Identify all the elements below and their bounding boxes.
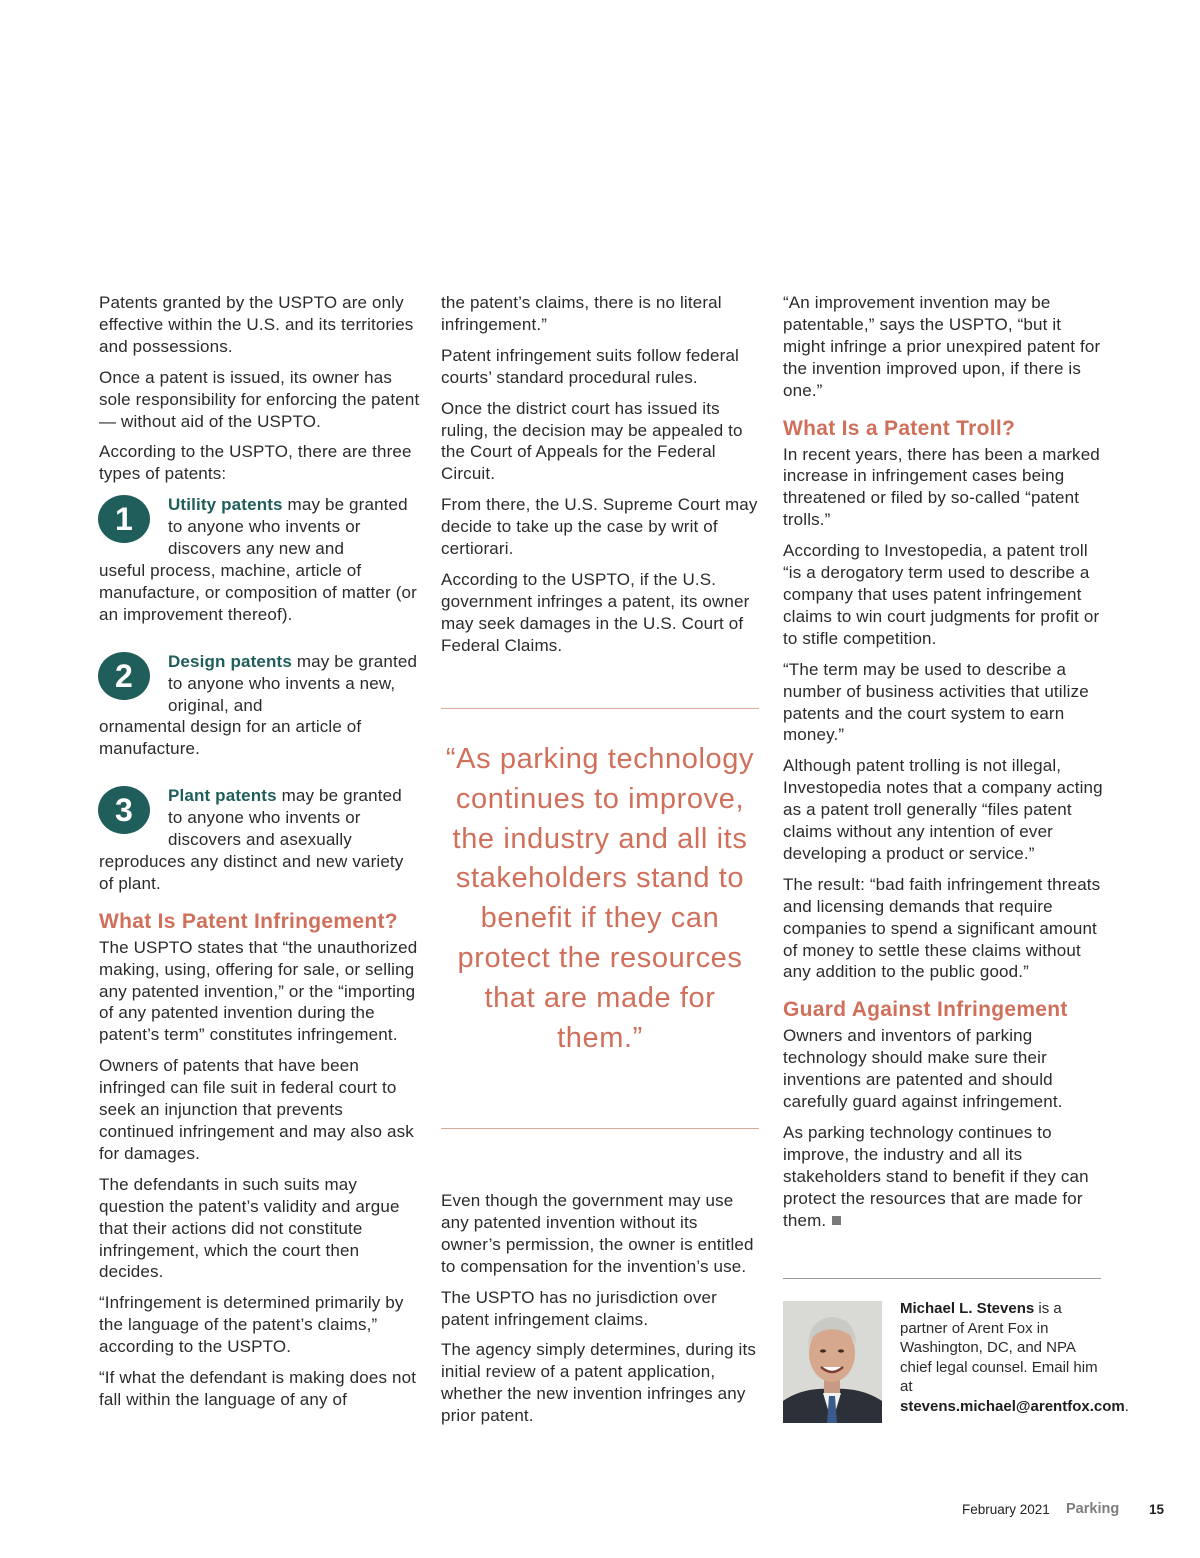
patent-type-plant xyxy=(99,785,421,895)
paragraph: Patent infringement suits follow federal courts’ standard procedural rules. xyxy=(441,345,739,387)
end-mark-icon xyxy=(832,1216,841,1225)
column-left xyxy=(99,292,421,1420)
author-bio xyxy=(900,1299,1129,1417)
author-email[interactable]: stevens.michael@arentfox.com xyxy=(900,1397,1125,1415)
patent-type-tail: useful process, machine, article of manufacture, or composition of matter (or an improvement thereof). xyxy=(99,560,417,624)
paragraph: Although patent trolling is not illegal, Investopedia notes that a company acting as a patent troll generally “files patent claims without any intention of ever developing a product or service.” xyxy=(783,756,1103,863)
number-badge: 3 xyxy=(98,786,150,834)
magazine-name: Parking xyxy=(1066,1501,1120,1517)
author-bio-text: is a partner of Arent Fox in Washington, DC, and NPA chief legal counsel. Email him at xyxy=(900,1300,1098,1396)
number-badge: 2 xyxy=(98,652,150,700)
paragraph: The USPTO states that “the unauthorized making, using, offering for sale, or selling any patented invention,” or the “importing of any patented invention during the patent’s term” constitutes infringement. xyxy=(99,937,418,1045)
paragraph-final xyxy=(783,1122,1105,1232)
patent-type-term: Utility patents xyxy=(168,495,283,515)
pullquote-rule-bottom xyxy=(441,1128,759,1129)
paragraph: Once the district court has issued its ruling, the decision may be appealed to the Court of Appeals for the Federal Circuit. xyxy=(441,398,743,484)
section-heading: What Is a Patent Troll? xyxy=(783,416,1016,440)
paragraph: From there, the U.S. Supreme Court may decide to take up the case by writ of certiorari. xyxy=(441,495,758,559)
column-middle-continued xyxy=(441,1190,759,1436)
author-bio-end: . xyxy=(1124,1397,1129,1415)
paragraph: the patent’s claims, there is no literal infringement.” xyxy=(441,293,722,334)
paragraph: The USPTO has no jurisdiction over patent infringement claims. xyxy=(441,1287,717,1329)
paragraph: Patents granted by the USPTO are only effective within the U.S. and its territories and possessions. xyxy=(99,293,414,356)
paragraph: According to Investopedia, a patent troll “is a derogatory term used to describe a company that uses patent infringement claims to win court judgments for profit or to stifle competition. xyxy=(783,541,1100,648)
author-rule xyxy=(783,1278,1101,1279)
patent-type-lead: may be granted to anyone who invents a new, original, and xyxy=(168,651,418,715)
paragraph: “The term may be used to describe a number of business activities that utilize patents and the court system to earn money.” xyxy=(783,659,1089,745)
paragraph: According to the USPTO, there are three types of patents: xyxy=(99,442,412,484)
issue-date: February 2021 xyxy=(962,1502,1050,1517)
paragraph: Owners and inventors of parking technology should make sure their inventions are patented and should carefully guard against infringement. xyxy=(783,1026,1063,1112)
patent-type-lead: may be granted to anyone who invents or discovers any new and xyxy=(168,495,408,559)
author-name: Michael L. Stevens xyxy=(900,1300,1035,1317)
paragraph: The result: “bad faith infringement threats and licensing demands that require companies to spend a significant amount of money to settle these claims without any addition to the public good.” xyxy=(783,874,1101,982)
patent-type-lead: may be granted to anyone who invents or discovers and asexually xyxy=(168,786,402,850)
paragraph: Once a patent is issued, its owner has sole responsibility for enforcing the patent — without aid of the USPTO. xyxy=(99,367,420,431)
paragraph: Owners of patents that have been infringed can file suit in federal court to seek an injunction that prevents continued infringement and may also ask for damages. xyxy=(99,1056,414,1163)
patent-type-utility xyxy=(99,494,421,625)
section-heading: Guard Against Infringement xyxy=(783,998,1068,1022)
patent-type-term: Plant patents xyxy=(168,786,277,806)
author-photo xyxy=(783,1301,882,1423)
pull-quote: “As parking technology continues to improve, the industry and all its stakeholders stand to benefit if they can protect the resources that are made for them.” xyxy=(445,743,755,1054)
patent-type-tail: reproduces any distinct and new variety of plant. xyxy=(99,851,404,893)
paragraph: “An improvement invention may be patentable,” says the USPTO, “but it might infringe a prior unexpired patent for the invention improved upon, if there is one.” xyxy=(783,293,1101,400)
paragraph: The defendants in such suits may question the patent’s validity and argue that their actions did not constitute infringement, which the court then decides. xyxy=(99,1174,400,1282)
paragraph: The agency simply determines, during its initial review of a patent application, whether the new invention infringes any prior patent. xyxy=(441,1340,756,1426)
paragraph: Even though the government may use any patented invention without its owner’s permission, the owner is entitled to compensation for the invention’s use. xyxy=(441,1191,754,1276)
pullquote-rule-top xyxy=(441,708,759,709)
patent-type-term: Design patents xyxy=(168,651,292,671)
page-number: 15 xyxy=(1149,1502,1165,1517)
patent-type-tail: ornamental design for an article of manufacture. xyxy=(99,717,362,759)
paragraph: In recent years, there has been a marked increase in infringement cases being threatened or filed by so-called “patent trolls.” xyxy=(783,444,1100,530)
paragraph: “If what the defendant is making does not fall within the language of any of xyxy=(99,1368,417,1409)
column-middle xyxy=(441,292,759,666)
paragraph-text: As parking technology continues to improve, the industry and all its stakeholders stand to benefit if they can protect the resources that are made for them. xyxy=(783,1123,1089,1230)
section-heading: What Is Patent Infringement? xyxy=(99,909,398,933)
patent-type-design xyxy=(99,651,421,761)
number-badge: 1 xyxy=(98,495,150,543)
paragraph: According to the USPTO, if the U.S. government infringes a patent, its owner may seek damages in the U.S. Court of Federal Claims. xyxy=(441,569,750,655)
paragraph: “Infringement is determined primarily by the language of the patent’s claims,” according to the USPTO. xyxy=(99,1293,404,1357)
column-right xyxy=(783,292,1105,1241)
